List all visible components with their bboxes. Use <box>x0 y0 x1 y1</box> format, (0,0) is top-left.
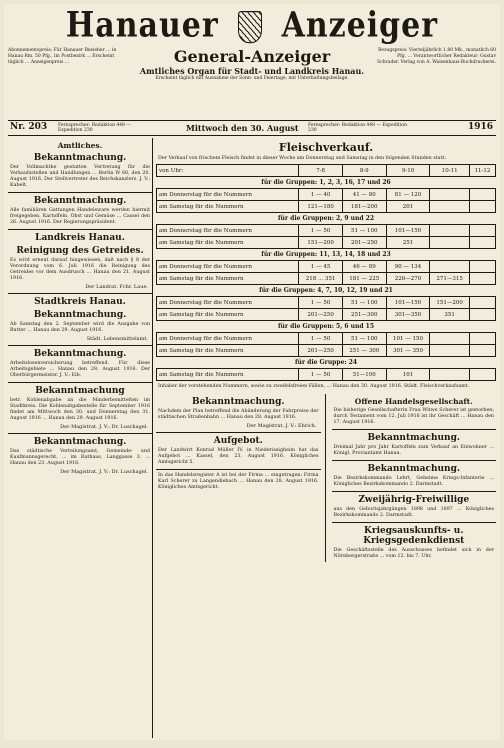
notice-text: Der Landwirt Konrad Müller IV. in Niederissigheim hat das Aufgebot ... Kassel, den 23. August 1916. Königliches Amtsgericht 5. <box>158 448 319 465</box>
divider <box>8 382 152 383</box>
number-range <box>430 225 469 237</box>
notice-title: Aufgebot. <box>213 436 263 446</box>
notice-title: Bekanntmachung. <box>191 397 285 407</box>
notice-title: Offene Handelsgesellschaft. <box>354 397 473 406</box>
row-label: am Donnerstag für die Nummern <box>157 225 299 237</box>
number-range: 81 — 120 <box>386 189 430 201</box>
notice-signature: Der Magistrat. J. V.: Ehrich. <box>246 423 317 429</box>
issue-date: Mittwoch den 30. August <box>186 123 299 133</box>
number-range: 1 — 50 <box>299 369 342 381</box>
number-range: 181 — 225 <box>342 273 386 285</box>
header-time-slot: 11-12 <box>469 165 495 177</box>
row-label: am Samstag für die Nummern <box>157 237 299 249</box>
divider <box>332 460 497 461</box>
issue-year: 1916 <box>467 122 493 132</box>
row-label: am Donnerstag für die Nummern <box>157 297 299 309</box>
number-range <box>430 345 469 357</box>
number-range: 201—250 <box>299 309 342 321</box>
notice-text: Das städtische Verteilungsamt, Gemeinde- und Kaufmannsgerecht, ... im Rathaus, Langgasse 3. ... Hanau den 23. August 1916. <box>10 449 150 466</box>
divider <box>332 429 497 430</box>
number-range: 46 — 89 <box>342 261 386 273</box>
number-range <box>469 297 495 309</box>
table-row <box>157 201 496 213</box>
group-name: für die Gruppen: 5, 6 und 15 <box>157 321 496 333</box>
meat-sale-note: Inhaber der vorstehenden Nummern, sowie zu zweifelsfreien Fällen, ... Hanau den 30. August 1916. Städt. Fleischverkaufsamt. <box>158 384 470 389</box>
group-name: für die Gruppen: 11, 13, 14, 18 und 23 <box>157 249 496 261</box>
masthead <box>8 6 496 46</box>
phone-info: Fernsprecher: Redaktion 448 — Expedition 230 <box>58 123 131 133</box>
number-range: 201—250 <box>342 237 386 249</box>
divider <box>8 293 152 294</box>
table-row <box>157 225 496 237</box>
notice-title: Reinigung des Getreides. <box>16 246 144 256</box>
header-time-slot: 8-9 <box>342 165 386 177</box>
notice-signature: Der Magistrat. J. V.: Dr. Luschagel. <box>60 424 148 430</box>
lower-left-column <box>156 394 326 562</box>
number-range: 151—200 <box>430 297 469 309</box>
number-range: 51—100 <box>342 369 386 381</box>
number-range: 301 — 350 <box>386 345 430 357</box>
number-range: 51 — 100 <box>342 333 386 345</box>
notice-signature: Der Landrat. Fchr. Laue. <box>85 284 148 290</box>
price-info: Bezugspreis: Vierteljährlich 1.80 Mk., monatlich 60 Pfg. ... Verantwortlicher Redakteur: Gustav Schrader. Verlag von A. Waisenhaus-Buchdruckerei. <box>377 48 496 65</box>
number-range: 101—150 <box>386 297 430 309</box>
divider <box>8 192 152 193</box>
group-name: für die Gruppen: 1, 2, 3, 16, 17 und 26 <box>157 177 496 189</box>
number-range <box>430 189 469 201</box>
row-label: am Donnerstag für die Nummern <box>157 189 299 201</box>
notice-text: Dreimal Jahr pro Jahr Kartoffeln zum Verkauf an Einwohner ... Königl. Proviantamt Hanau. <box>333 445 494 456</box>
notice-text: Arbeitslosenversicherung betreffend. Für diese Arbeitsgebiete ... Hanau den 28. August 1916. Der Oberbürgermeister. J. V.: Eib. <box>10 361 150 378</box>
notice-text: Der Vollmachthe gestatten Vertretung für die Verkaufsstellen und Handlungen ... Berlin W 66, den 20. August 1916. Der Stellvertreter des Reichskanzlers. J. V.: Kabelt. <box>10 165 150 188</box>
left-column <box>8 138 153 738</box>
table-row <box>157 345 496 357</box>
number-range: 271—315 <box>430 273 469 285</box>
number-range: 251—300 <box>342 309 386 321</box>
table-row <box>157 369 496 381</box>
row-label: am Samstag für die Nummern <box>157 273 299 285</box>
number-range: 51 — 100 <box>342 225 386 237</box>
number-range <box>430 261 469 273</box>
number-range <box>430 237 469 249</box>
subscription-info: Abonnementspreis: Für Hanauer Bezieher ... in Hanau Rm. 50 Pfg., im Postbezirk ... Erscheint täglich ... Anzeigenpreis ... <box>8 48 117 65</box>
section-heading: Amtliches. <box>57 141 103 150</box>
notice-signature: Der Magistrat. J. V.: Dr. Luschagel. <box>60 469 148 475</box>
masthead-title-left: Hanauer <box>65 5 219 46</box>
notice-title: Bekanntmachung. <box>33 310 127 320</box>
header-time-slot: 7-8 <box>299 165 342 177</box>
number-range: 1 — 50 <box>299 225 342 237</box>
phone-info-2: Fernsprecher: Redaktion 448 — Expedition 230 <box>308 123 407 133</box>
notice-text: Alle familiären Gattungen Handelsware werden hiermit freigegeben, Kartoffeln, Obst und Gemüse ... Cassel den 26. August 1916. Der Regierungspräsident. <box>10 208 150 225</box>
notice-title: Bekanntmachung <box>35 386 125 396</box>
notice-text: Nachdem der Plan betreffend die Abänderung der Fahrpreise der städtischen Straßenbahn ... Hanau den 28. August 1916. <box>158 409 319 420</box>
number-range: 251 — 300 <box>342 345 386 357</box>
meat-sale-table <box>156 164 496 381</box>
notice-text: Die bisherige Gesellschafterin Frau Witwe Scherer ist gestorben; durch Testament vom 12. Juli 1916 ist ihr Geschäft ... Hanau den 17. August 1916. <box>333 408 494 425</box>
row-label: am Samstag für die Nummern <box>157 345 299 357</box>
number-range: 226—270 <box>386 273 430 285</box>
coat-of-arms-icon <box>238 11 262 43</box>
number-range <box>469 309 495 321</box>
group-row <box>157 249 496 261</box>
divider <box>8 433 152 434</box>
table-header-row <box>157 165 496 177</box>
divider <box>8 229 152 230</box>
row-label: am Donnerstag für die Nummern <box>157 261 299 273</box>
notice-title: Bekanntmachung. <box>367 464 461 474</box>
number-range: 151—200 <box>299 237 342 249</box>
number-range <box>469 225 495 237</box>
notice-text: Es wird erneut darauf hingewiesen, daß nach § 8 der Verordnung vom 6. Juli 1916 die Reinigung des Getreides vor dem Ausdrusch ... Hanau den 21. August 1916. <box>10 258 150 281</box>
number-range <box>469 369 495 381</box>
number-range: 90 — 134 <box>386 261 430 273</box>
issue-number: Nr. 203 <box>10 122 48 132</box>
row-label: am Samstag für die Nummern <box>157 309 299 321</box>
date-bar <box>8 120 496 136</box>
number-range: 1 — 45 <box>299 261 342 273</box>
number-range: 101 <box>386 369 430 381</box>
number-range <box>430 369 469 381</box>
notice-title: Bekanntmachung. <box>33 349 127 359</box>
notice-text: Die Geschäftsstelle des Ausschusses befindet sich in der Nürnbergerstraße ... vom 12. bis 7. Uhr. <box>333 548 494 559</box>
newspaper-page <box>4 4 500 740</box>
group-name: für die Gruppen: 2, 9 und 22 <box>157 213 496 225</box>
lower-right-column <box>332 394 497 562</box>
number-range: 101—150 <box>386 225 430 237</box>
group-name: für die Gruppen: 4, 7, 10, 12, 19 und 21 <box>157 285 496 297</box>
masthead-title-right: Anzeiger <box>281 5 439 46</box>
row-label: am Samstag für die Nummern <box>157 369 299 381</box>
notice-title: Bekanntmachung. <box>33 437 127 447</box>
number-range <box>469 201 495 213</box>
meat-sale-title: Fleischverkauf. <box>278 141 374 154</box>
number-range <box>469 273 495 285</box>
number-range <box>469 261 495 273</box>
table-row <box>157 261 496 273</box>
subtitle-block <box>138 48 366 82</box>
notice-title: Zweijährig-Freiwillige <box>358 495 470 505</box>
number-range: 218 ... 351 <box>299 273 342 285</box>
group-row <box>157 321 496 333</box>
number-range: 251 <box>386 237 430 249</box>
table-row <box>157 309 496 321</box>
number-range: 51 — 100 <box>342 297 386 309</box>
number-range: 201 <box>386 201 430 213</box>
number-range <box>469 237 495 249</box>
number-range: 1 — 40 <box>299 189 342 201</box>
divider <box>332 491 497 492</box>
row-label: am Donnerstag für die Nummern <box>157 333 299 345</box>
group-name: für die Gruppe: 24 <box>157 357 496 369</box>
number-range <box>430 201 469 213</box>
subtitle: General-Anzeiger <box>173 47 331 66</box>
notice-title: Bekanntmachung. <box>33 196 127 206</box>
notice-title: Bekanntmachung. <box>367 433 461 443</box>
number-range: 121—180 <box>299 201 342 213</box>
section-heading: Stadtkreis Hanau. <box>34 297 126 307</box>
subheader <box>8 48 496 118</box>
tagline: Amtliches Organ für Stadt- und Landkreis Hanau. <box>139 66 365 76</box>
table-row <box>157 189 496 201</box>
divider <box>156 469 321 470</box>
header-time-slot: 9-10 <box>386 165 430 177</box>
publication-note: Erscheint täglich mit Ausnahme der Sonn- und Feiertage, mit Unterhaltungsbeilage. <box>155 76 349 81</box>
notice-text: In das Handelsregister A ist bei der Firma ... eingetragen: Firma Karl Scherer zu Langendiebach ... Hanau den 28. August 1916. Königliches Amtsgericht. <box>158 473 319 490</box>
divider <box>8 345 152 346</box>
number-range <box>430 333 469 345</box>
divider <box>332 522 497 523</box>
group-row <box>157 213 496 225</box>
number-range: 181—200 <box>342 201 386 213</box>
section-heading: Landkreis Hanau. <box>35 233 125 243</box>
table-row <box>157 237 496 249</box>
notice-text: betr. Kohlenabgabe an die Minderbemittelten im Stadtkreis. Die Kohlenabgabestelle für September 1916 findet am Mittwoch den 30. und Donnerstag den 31. August 1916 ... Hanau den 29. August 1916. <box>10 398 150 421</box>
right-column <box>156 138 496 738</box>
number-range <box>469 189 495 201</box>
number-range <box>469 333 495 345</box>
number-range <box>469 345 495 357</box>
notice-title: Kriegsauskunfts- u. Kriegsgedenkdienst <box>363 526 465 546</box>
group-row <box>157 177 496 189</box>
number-range: 41 — 80 <box>342 189 386 201</box>
table-row <box>157 273 496 285</box>
number-range: 101 — 150 <box>386 333 430 345</box>
notice-text: Ab Samstag den 2. September wird die Ausgabe von Butter ... Hanau den 29. August 1916. <box>10 322 150 333</box>
header-time-slot: 10-11 <box>430 165 469 177</box>
meat-sale-intro: Der Verkauf von frischem Fleisch findet in dieser Woche am Donnerstag und Samstag in den folgenden Stunden statt: <box>158 156 446 161</box>
number-range: 201—250 <box>299 345 342 357</box>
notice-title: Bekanntmachung. <box>33 153 127 163</box>
header-label: von Uhr: <box>157 165 299 177</box>
notice-signature: Städt. Lebensmittelamt. <box>86 336 148 342</box>
number-range: 301—350 <box>386 309 430 321</box>
notice-text: aus den Geburtsjahrgängen 1898 und 1897 ... Königliches Bezirkskommando 2. Darmstadt. <box>333 507 494 518</box>
number-range: 1 — 50 <box>299 333 342 345</box>
notice-text: Die Bezirkskommando Lehrt, Geheime Kriegs-Infanterie ... Königliches Bezirkskommando 2. Darmstadt. <box>333 476 494 487</box>
group-row <box>157 357 496 369</box>
number-range: 1 — 50 <box>299 297 342 309</box>
number-range: 351 <box>430 309 469 321</box>
divider <box>156 432 321 433</box>
table-row <box>157 333 496 345</box>
row-label: am Samstag für die Nummern <box>157 201 299 213</box>
group-row <box>157 285 496 297</box>
lower-columns <box>156 394 496 562</box>
table-row <box>157 297 496 309</box>
masthead-title <box>8 3 496 49</box>
